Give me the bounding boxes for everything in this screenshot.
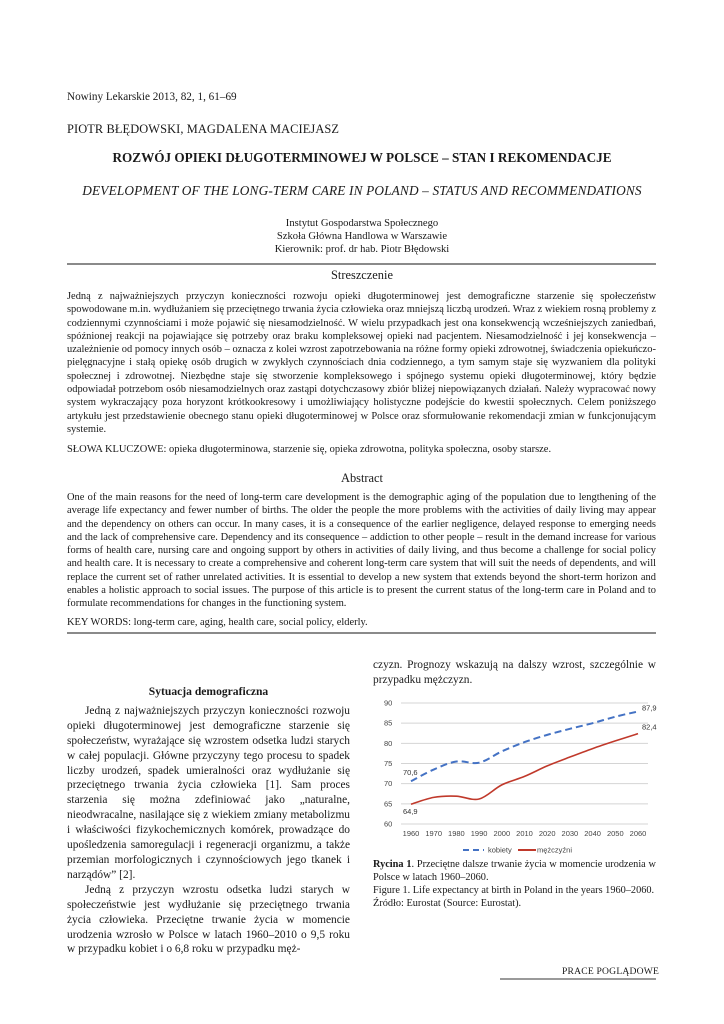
x-tick-label: 1970	[425, 829, 443, 838]
chart-gridlines	[401, 703, 648, 824]
y-tick-label: 75	[384, 759, 393, 768]
x-tick-label: 2020	[538, 829, 556, 838]
svg-text:87,9: 87,9	[642, 703, 657, 713]
x-tick-label: 2040	[584, 829, 601, 838]
abstract-text: One of the main reasons for the need of long-term care development is the demographic aging of the population due to lengthening of the average life expectancy and fewer number of births. The older the people the more problems with the activities of daily living may appear and the dependency on others can occur. In many cases, it is a consequence of the earlier negligence, delayed response to emerging needs and the lack of comprehensive care. Dependency and its consequence – addiction to other people – result in the demand increase for various forms of health care, nursing care and ongoing support by others in activities of daily living, and thus become a challenge for social policy and health care. It is necessary to create a comprehensive and coherent long-term care system that will suit the needs of dependents, and will replace the current set of rather unrelated activities. It is essential to develop a new system that extends beyond the short-term horizon and enables a holistic approach to social issues. The purpose of this article is to present the current status of the long-term care in Poland and to formulate recommendations for changes in the functioning system.	[67, 492, 656, 610]
x-tick-label: 1980	[448, 829, 465, 838]
series-kobiety-line	[411, 711, 638, 781]
affiliation-head: Kierownik: prof. dr hab. Piotr Błędowski	[274, 243, 450, 255]
divider	[67, 632, 656, 634]
y-tick-label: 90	[384, 698, 393, 708]
right-column-text: czyzn. Prognozy wskazują na dalszy wzrost, szczególnie w przypadku mężczyzn.	[373, 659, 656, 686]
body-paragraph: Jedną z przyczyn wzrostu odsetka ludzi starych w społeczeństwie jest wydłużanie się przeciętnego trwania życia człowieka. Przeciętne trwanie życia w momencie urodzenia wzrosło w Polsce w latach 1960–2010 o 9,5 roku w przypadku kobiet i o 6,8 roku w przypadku męż-	[67, 883, 350, 956]
affiliation-school: Szkoła Główna Handlowa w Warszawie	[276, 230, 448, 242]
affiliation-institute: Instytut Gospodarstwa Społecznego	[285, 218, 439, 229]
title-polish: ROZWÓJ OPIEKI DŁUGOTERMINOWEJ W POLSCE – STAN I REKOMENDACJE	[112, 150, 612, 165]
keywords-english: KEY WORDS: long-term care, aging, health care, social policy, elderly.	[67, 617, 368, 628]
caption-english: Figure 1. Life expectancy at birth in Poland in the years 1960–2060.	[373, 885, 655, 897]
y-tick-label: 65	[384, 799, 393, 809]
caption-label: Rycina 1	[373, 859, 412, 870]
left-column	[67, 685, 350, 957]
x-tick-label: 2010	[516, 829, 533, 838]
x-tick-label: 2060	[629, 829, 647, 838]
abstract-heading: Abstract	[341, 471, 383, 485]
authors: PIOTR BŁĘDOWSKI, MAGDALENA MACIEJASZ	[67, 122, 340, 136]
streszczenie-text: Jedną z najważniejszych przyczyn konieczności rozwoju opieki długoterminowej jest demograficzne starzenie się społeczeństw spowodowane m.in. wydłużaniem się przeciętnego trwania życia człowieka oraz mniejszą liczbą urodzeń. Wraz z wiekiem rosną problemy z codziennymi czynnościami i może pojawić się niesamodzielność. W wielu przypadkach jest ona konsekwencją wcześniejszych zaniedbań, spóźnionej reakcji na pojawiające się potrzeby oraz braku kompleksowej opieki nad pacjentem. Niesamodzielność i jej konsekwencja – uzależnienie od pomocy innych osób – oznacza z kolei wzrost zapotrzebowania na różne formy opieki zdrowotnej, świadczenia opiekuńczo-pielęgnacyjne i stałą opiekę osób drugich w zwykłych czynnościach dnia codziennego, a tym samym staje się wyzwaniem dla polityki społecznej i zdrowotnej. Niezbędne staje się stworzenie kompleksowego i spójnego systemu opieki długoterminowej, który będzie odpowiadał potrzebom osób niesamodzielnych oraz zastąpi dotychczasowy zbiór bliżej niepowiązanych działań. Należy wypracować nowy system wykraczający poza horyzont krótkookresowy i umożliwiający holistyczne podejście do kwestii społecznych. Celem poniższego artykułu jest przedstawienie obecnego stanu opieki długoterminowej w Polsce oraz sformułowanie rekomendacji zmian w funkcjonującym systemie.	[67, 291, 656, 435]
svg-text:mężczyźni: mężczyźni	[537, 845, 573, 855]
figure-caption	[373, 858, 656, 910]
x-tick-label: 2000	[493, 829, 511, 838]
body-paragraph: Jedną z najważniejszych przyczyn konieczności rozwoju opieki długoterminowej jest demograficzne starzenie się społeczeństw, wyrażające się wzrostem odsetka ludzi starych w całej populacji. Główne przyczyny tego procesu to spadek liczby urodzeń, spadek umieralności oraz wydłużanie się przeciętnego trwania życia człowieka [1]. Sam proces starzenia się można zdefiniować jako „naturalne, nieodwracalne, nasilające się z wiekiem zmiany metabolizmu i właściwości fizykochemicznych komórek, prowadzące do upośledzenia samoregulacji i regeneracji organizmu, a także przemian morfologicznych i czynnościowych jego tkanek i narządów” [2].	[67, 704, 350, 881]
series-mezczyzni-line	[411, 734, 638, 805]
section-heading: Sytuacja demograficzna	[148, 685, 269, 698]
divider	[67, 263, 656, 265]
caption-source: Źródło: Eurostat (Source: Eurostat).	[373, 898, 522, 910]
title-english: DEVELOPMENT OF THE LONG-TERM CARE IN POLAND – STATUS AND RECOMMENDATIONS	[82, 183, 642, 198]
x-tick-label: 1960	[402, 829, 420, 838]
streszczenie-heading: Streszczenie	[331, 268, 393, 282]
svg-text:64,9: 64,9	[403, 807, 418, 817]
caption-polish: . Przeciętne dalsze trwanie życia w momencie urodzenia w Polsce w latach 1960–2060.	[373, 859, 656, 884]
footer-divider	[500, 978, 656, 980]
x-tick-label: 2050	[606, 829, 624, 838]
x-tick-label: 1990	[470, 829, 488, 838]
journal-citation: Nowiny Lekarskie 2013, 82, 1, 61–69	[67, 91, 237, 103]
y-tick-label: 60	[384, 819, 393, 829]
chart-x-axis	[403, 829, 647, 838]
keywords-polish: SŁOWA KLUCZOWE: opieka długoterminowa, starzenie się, opieka zdrowotna, polityka społeczna, osoby starsze.	[67, 444, 552, 455]
y-tick-label: 85	[384, 718, 393, 728]
x-tick-label: 2030	[561, 829, 579, 838]
section-category: PRACE POGLĄDOWE	[562, 966, 660, 977]
svg-text:kobiety: kobiety	[488, 845, 512, 855]
svg-text:70,6: 70,6	[403, 768, 418, 778]
affiliation	[0, 218, 724, 256]
chart-y-axis	[384, 699, 392, 829]
chart-legend	[463, 846, 572, 855]
svg-text:82,4: 82,4	[642, 722, 657, 732]
life-expectancy-chart	[366, 695, 666, 855]
y-tick-label: 70	[384, 779, 393, 789]
chart-annotations	[403, 703, 657, 816]
y-tick-label: 80	[384, 738, 393, 748]
